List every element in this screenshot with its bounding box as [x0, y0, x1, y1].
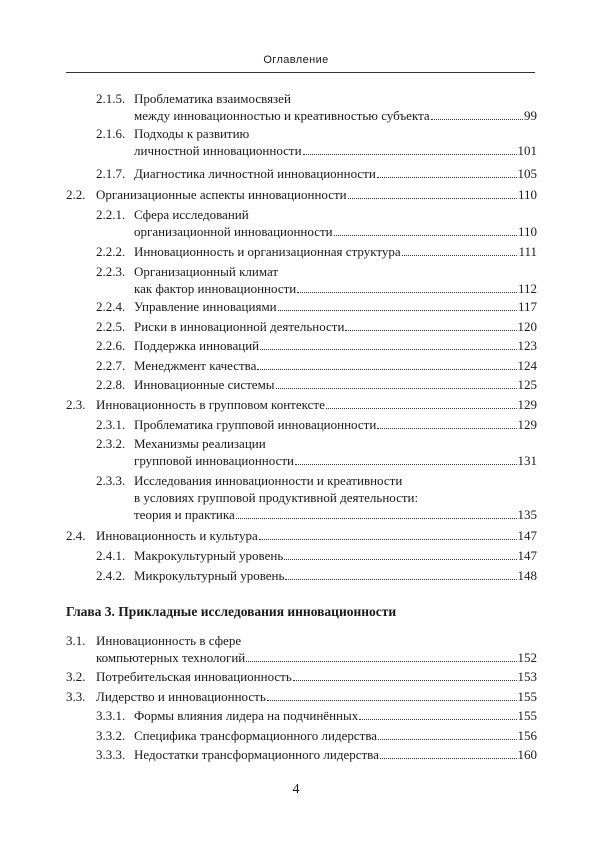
toc-entry	[96, 263, 537, 297]
toc-entry-page: 101	[517, 143, 537, 158]
toc-entry-page: 117	[517, 299, 537, 314]
toc-entry-number: 2.2.8.	[96, 377, 126, 392]
toc-entry-title-line: Потребительская инновационность	[96, 669, 292, 684]
toc-entry	[96, 707, 537, 724]
page-number: 4	[292, 782, 300, 797]
toc-entry-page: 123	[517, 338, 537, 353]
toc-entry-page: 160	[517, 747, 537, 762]
toc-entry	[96, 746, 537, 763]
toc-entry-page: 110	[517, 224, 537, 239]
toc-entry-page: 111	[518, 244, 537, 259]
toc-entry	[96, 357, 537, 374]
toc-entry-number: 2.1.7.	[96, 166, 126, 181]
toc-dot-leader	[378, 727, 516, 740]
toc-entry-page: 112	[517, 281, 537, 296]
toc-entry-page: 155	[517, 689, 537, 704]
toc-dot-leader	[345, 318, 516, 331]
toc-dot-leader	[257, 357, 516, 370]
toc-entry-title-line: Инновационность в групповом контексте	[96, 397, 325, 412]
toc-entry-number: 2.4.2.	[96, 568, 126, 583]
toc-entry-title-line: Управление инновациями	[134, 299, 277, 314]
toc-entry-number: 2.1.5.	[96, 91, 126, 106]
toc-dot-leader	[380, 746, 517, 759]
toc-entry	[96, 243, 537, 260]
toc-entry	[96, 337, 537, 354]
toc-entry-number: 2.3.1.	[96, 417, 126, 432]
toc-entry-number: 2.1.6.	[96, 126, 126, 141]
toc-entry-page: 147	[517, 528, 537, 543]
toc-entry-title-line: Исследования инновационности и креативности	[134, 473, 403, 488]
toc-entry	[66, 396, 537, 413]
toc-entry	[96, 547, 537, 564]
toc-dot-leader	[236, 506, 517, 519]
toc-dot-leader	[284, 547, 516, 560]
toc-entry-title-line: Инновационность и культура	[96, 528, 258, 543]
toc-entry-number: 2.3.2.	[96, 436, 126, 451]
toc-entry-page: 125	[517, 377, 537, 392]
toc-entry-title-line: организационной инновационности	[134, 224, 333, 239]
toc-entry-title-line: Организационные аспекты инновационности	[96, 187, 347, 202]
toc-entry-number: 2.2.6.	[96, 338, 126, 353]
toc-entry	[66, 668, 537, 685]
toc-entry-title-line: Механизмы реализации	[134, 436, 266, 451]
toc-entry	[66, 527, 537, 544]
toc-entry-page: 99	[524, 108, 537, 123]
toc-entry	[96, 567, 537, 584]
toc-dot-leader	[359, 707, 516, 720]
toc-dot-leader	[348, 186, 517, 199]
toc-entry-page: 147	[517, 548, 537, 563]
toc-entry-title-line: Подходы к развитию	[134, 126, 250, 141]
toc-entry-page: 124	[517, 358, 537, 373]
toc-dot-leader	[259, 527, 517, 540]
toc-entry	[96, 472, 537, 523]
toc-entry-title-line: Лидерство и инновационность	[96, 689, 266, 704]
toc-entry-title-line: Специфика трансформационного лидерства	[134, 728, 378, 743]
toc-entry-number: 2.2.7.	[96, 358, 126, 373]
toc-entry-page: 156	[517, 728, 537, 743]
toc-entry-number: 2.4.	[66, 528, 86, 543]
toc-entry-number: 2.2.4.	[96, 299, 126, 314]
toc-dot-leader	[334, 223, 517, 236]
toc-entry-title-line: Сфера исследований	[134, 207, 249, 222]
toc-entry-title-line: Микрокультурный уровень	[134, 568, 285, 583]
toc-entry-number: 2.2.1.	[96, 207, 126, 222]
toc-entry-title-line: Риски в инновационной деятельности	[134, 319, 345, 334]
toc-entry-number: 2.2.5.	[96, 319, 126, 334]
toc-dot-leader	[431, 107, 523, 120]
toc-dot-leader	[267, 688, 517, 701]
toc-entry	[96, 727, 537, 744]
toc-dot-leader	[377, 165, 517, 178]
toc-entry-page: 152	[517, 650, 537, 665]
toc-dot-leader	[402, 243, 518, 256]
toc-entry-page: 105	[517, 166, 537, 181]
toc-dot-leader	[285, 567, 516, 580]
toc-entry-page: 148	[517, 568, 537, 583]
toc-entry-title-line: групповой инновационности	[134, 453, 294, 468]
toc-entry-number: 3.3.1.	[96, 708, 126, 723]
toc-entry-number: 3.3.	[66, 689, 86, 704]
toc-entry-number: 2.2.3.	[96, 264, 126, 279]
toc-entry	[66, 632, 537, 666]
toc-entry-title-line: Недостатки трансформационного лидерства	[134, 747, 379, 762]
toc-entry-page: 131	[517, 453, 537, 468]
toc-entry-title-line: Инновационность в сфере	[96, 633, 242, 648]
toc-entry-title-line: Инновационность и организационная структура	[134, 244, 401, 259]
toc-entry-page: 129	[517, 417, 537, 432]
toc-entry-title-line: личностной инновационности	[134, 143, 302, 158]
toc-dot-leader	[260, 337, 516, 350]
toc-entry-number: 3.3.3.	[96, 747, 126, 762]
toc-entry-number: 3.2.	[66, 669, 86, 684]
table-of-contents	[0, 90, 592, 790]
toc-entry-title-line: в условиях групповой продуктивной деятельности:	[134, 490, 419, 505]
toc-entry-page: 129	[517, 397, 537, 412]
toc-entry	[96, 90, 537, 124]
toc-entry-number: 2.3.3.	[96, 473, 126, 488]
chapter-heading: Глава 3. Прикладные исследования инновационности	[66, 604, 397, 619]
toc-entry-title-line: Формы влияния лидера на подчинённых	[134, 708, 359, 723]
toc-entry-title-line: Инновационные системы	[134, 377, 275, 392]
toc-entry-title-line: Поддержка инноваций	[134, 338, 260, 353]
toc-dot-leader	[276, 376, 517, 389]
toc-entry-title-line: между инновационностью и креативностью субъекта	[134, 108, 430, 123]
toc-entry	[96, 416, 537, 433]
header-divider	[66, 72, 535, 73]
toc-entry-page: 120	[517, 319, 537, 334]
toc-entry-number: 3.3.2.	[96, 728, 126, 743]
toc-entry	[96, 376, 537, 393]
toc-entry-number: 2.3.	[66, 397, 86, 412]
toc-entry	[96, 435, 537, 469]
toc-entry-title-line: как фактор инновационности	[134, 281, 297, 296]
toc-entry-title-line: Проблематика групповой инновационности	[134, 417, 377, 432]
toc-dot-leader	[293, 668, 517, 681]
toc-dot-leader	[297, 280, 517, 293]
toc-entry-title-line: компьютерных технологий	[96, 650, 246, 665]
toc-entry-page: 110	[517, 187, 537, 202]
toc-entry	[96, 298, 537, 315]
running-header-title: Оглавление	[263, 54, 329, 66]
toc-entry-page: 135	[517, 507, 537, 522]
toc-entry-title-line: Организационный климат	[134, 264, 279, 279]
toc-entry-number: 2.4.1.	[96, 548, 126, 563]
toc-dot-leader	[278, 298, 517, 311]
toc-entry-number: 3.1.	[66, 633, 86, 648]
toc-entry	[96, 165, 537, 182]
toc-entry-title-line: Макрокультурный уровень	[134, 548, 284, 563]
toc-entry-title-line: Менеджмент качества	[134, 358, 257, 373]
toc-entry-title-line: Проблематика взаимосвязей	[134, 91, 291, 106]
toc-entry	[96, 206, 537, 240]
toc-entry-page: 155	[517, 708, 537, 723]
toc-entry-page: 153	[517, 669, 537, 684]
toc-entry	[66, 186, 537, 203]
toc-entry	[96, 125, 537, 159]
toc-entry	[96, 318, 537, 335]
toc-dot-leader	[326, 396, 517, 409]
toc-entry-number: 2.2.2.	[96, 244, 126, 259]
toc-entry-title-line: теория и практика	[134, 507, 235, 522]
toc-dot-leader	[246, 649, 516, 662]
toc-entry-number: 2.2.	[66, 187, 86, 202]
toc-dot-leader	[303, 142, 517, 155]
toc-entry	[66, 688, 537, 705]
toc-dot-leader	[295, 452, 517, 465]
toc-entry-title-line: Диагностика личностной инновационности	[134, 166, 376, 181]
toc-dot-leader	[377, 416, 516, 429]
